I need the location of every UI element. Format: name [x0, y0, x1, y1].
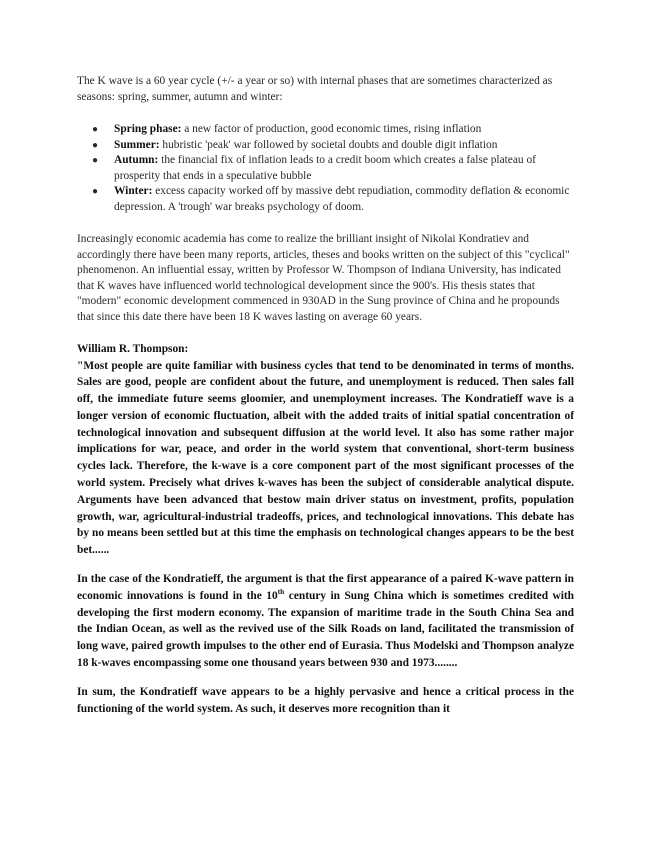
quote-2-before: In the case of the Kondratieff, the argument is that the first appearance of a paired K-wave pattern in economic innovations is found in the 10	[77, 573, 574, 602]
list-item	[92, 184, 574, 215]
quote-paragraph-3: In sum, the Kondratieff wave appears to be a highly pervasive and hence a critical process in the functioning of the world system. As such, it deserves more recognition than it	[77, 685, 574, 715]
season-label: Summer:	[114, 138, 160, 151]
bullet-icon: ●	[92, 155, 99, 166]
intro-paragraph: The K wave is a 60 year cycle (+/- a year or so) with internal phases that are sometimes characterized as seasons: spring, summer, autumn and winter:	[77, 75, 553, 103]
season-label: Autumn:	[114, 154, 159, 166]
list-item	[92, 153, 574, 184]
ordinal-superscript: th	[277, 587, 285, 597]
bullet-icon: ●	[92, 139, 99, 151]
season-text: hubristic 'peak' war followed by societal doubts and double digit inflation	[159, 138, 498, 151]
season-text: a new factor of production, good economic times, rising inflation	[181, 123, 482, 135]
seasons-list	[77, 122, 574, 215]
season-label: Spring phase:	[114, 123, 182, 135]
season-text: excess capacity worked off by massive debt repudiation, commodity deflation & economic depression. A 'trough' war breaks psychology of doom.	[114, 185, 570, 213]
bullet-icon: ●	[92, 186, 99, 197]
season-text: the financial fix of inflation leads to a credit boom which creates a false plateau of prosperity that ends in a speculative bubble	[114, 154, 536, 182]
list-item	[92, 122, 574, 138]
document-page	[77, 74, 574, 717]
season-label: Winter:	[114, 185, 153, 197]
list-item	[92, 138, 574, 154]
quote-paragraph-1: "Most people are quite familiar with business cycles that tend to be denominated in terms of months. Sales are good, people are confident about the future, and unemployment is reduced. Then sales fall off, the immediate future seems gloomier, and unemployment increases. The Kondratieff wave is a longer version of economic fluctuation, albeit with the added traits of initial spatial concentration of technological innovation and subsequent diffusion at the world level. It also has some rather major implications for war, peace, and order in the world system that conventional, short-term business cycles lack. Therefore, the k-wave is a core component part of the most significant processes of the world system. Precisely what drives k-waves has been the subject of considerable analytical dispute. Arguments have been advanced that bestow main driver status on investment, profits, population growth, war, agricultural-industrial tradeoffs, prices, and technological innovations. This debate has by no means been settled but at this time the emphasis on technological changes appears to be the best bet......	[77, 359, 574, 557]
quote-2-after: century in Sung China which is sometimes credited with developing the first modern economy. The expansion of maritime trade in the South China Sea and the Indian Ocean, as well as the revived use of the Silk Roads on land, facilitated the transmission of long wave, paired growth impulses to the other end of Eurasia. Thus Modelski and Thompson analyze 18 k-waves encompassing some one thousand years between 930 and 1973........	[77, 589, 574, 670]
bullet-icon: ●	[92, 124, 99, 135]
author-heading: William R. Thompson:	[77, 343, 189, 355]
quote-paragraph-2	[77, 571, 574, 672]
academia-paragraph: Increasingly economic academia has come to realize the brilliant insight of Nikolai Kondratiev and accordingly there have been many reports, articles, theses and books written on the subject of this "cyclical" phenomenon. An influential essay, written by Professor W. Thompson of Indiana University, has indicated that K waves have influenced world technological development since the 900's. His thesis states that "modern" economic development commenced in 930AD in the Sung province of China and he propounds that since this date there have been 18 K waves lasting on average 60 years.	[77, 233, 570, 323]
